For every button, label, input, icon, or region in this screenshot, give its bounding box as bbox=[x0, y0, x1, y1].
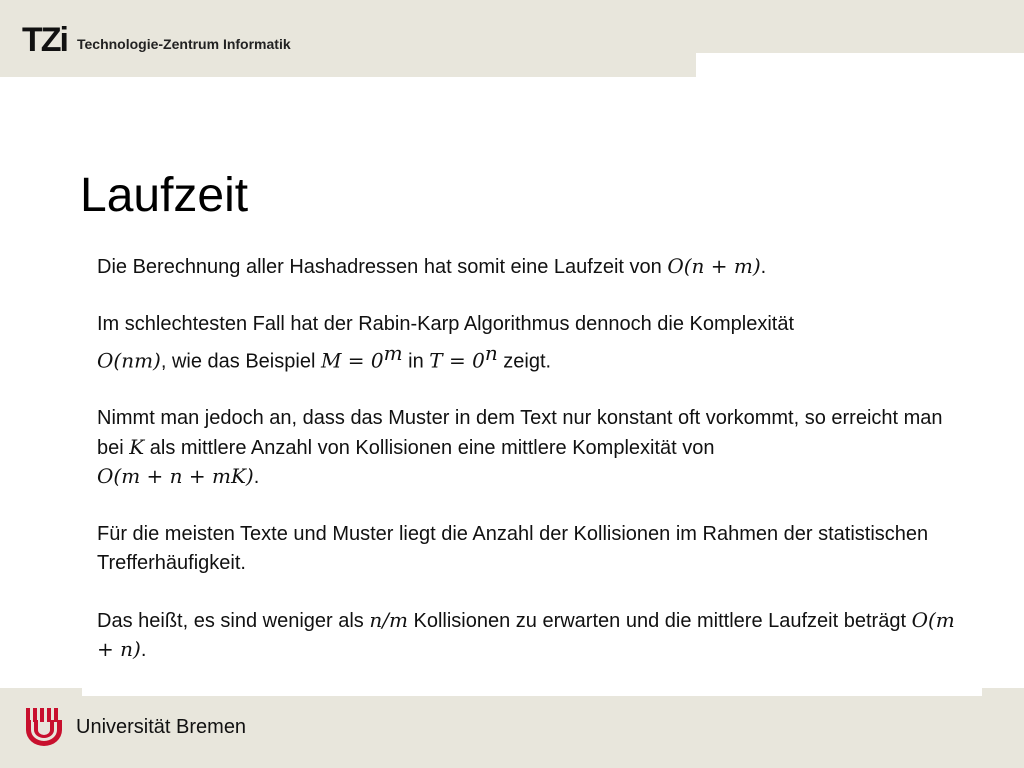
math-expression: O(m + n + mK) bbox=[97, 464, 254, 489]
paragraph-text: Die Berechnung aller Hashadressen hat somit eine Laufzeit von bbox=[97, 256, 668, 278]
paragraph-5 bbox=[97, 606, 967, 665]
paragraph-text: . bbox=[140, 639, 147, 662]
paragraph-2 bbox=[97, 310, 967, 376]
paragraph-text: zeigt. bbox=[497, 350, 552, 373]
paragraph-text: Im schlechtesten Fall hat der Rabin-Karp Algorithmus dennoch die Komplexität bbox=[97, 313, 795, 335]
paragraph-3 bbox=[97, 404, 967, 492]
organization-name: Technologie-Zentrum Informatik bbox=[76, 36, 291, 52]
math-superscript: n bbox=[484, 340, 498, 365]
paragraph-4 bbox=[97, 520, 967, 577]
paragraph-text: Für die meisten Texte und Muster liegt die Anzahl der Kollisionen im Rahmen der statistischen Trefferhäufigkeit. bbox=[97, 523, 929, 574]
footer-divider bbox=[82, 688, 982, 696]
slide-content bbox=[97, 252, 967, 693]
header-band-right bbox=[696, 0, 1024, 53]
paragraph-text: Nimmt man jedoch an, dass das Muster in dem Text nur konstant oft vorkommt, so erreicht man bei bbox=[97, 407, 943, 459]
university-seal-icon bbox=[22, 706, 66, 748]
university-name: Universität Bremen bbox=[76, 715, 247, 738]
math-expression: n/m bbox=[369, 607, 408, 632]
math-expression: M = 0 bbox=[320, 348, 384, 373]
slide-title: Laufzeit bbox=[80, 169, 249, 222]
math-expression: K bbox=[129, 434, 145, 459]
math-expression: O(n + m) bbox=[667, 254, 761, 278]
math-expression: O(m + n) bbox=[97, 607, 955, 662]
paragraph-text: . bbox=[760, 256, 767, 278]
paragraph-1 bbox=[97, 252, 967, 282]
paragraph-text: in bbox=[402, 350, 430, 373]
math-expression: T = 0 bbox=[429, 348, 485, 373]
paragraph-text: als mittlere Anzahl von Kollisionen eine mittlere Komplexität von bbox=[144, 436, 715, 459]
tzi-logo bbox=[22, 22, 291, 58]
math-superscript: m bbox=[383, 340, 403, 365]
university-logo bbox=[22, 706, 246, 748]
tzi-logo-mark: TZi bbox=[22, 21, 67, 59]
paragraph-text: , wie das Beispiel bbox=[160, 350, 321, 373]
paragraph-text: Kollisionen zu erwarten und die mittlere Laufzeit beträgt bbox=[407, 609, 912, 632]
paragraph-text: Das heißt, es sind weniger als bbox=[97, 609, 370, 632]
math-expression: O(nm) bbox=[97, 348, 161, 373]
paragraph-text: . bbox=[253, 466, 260, 489]
